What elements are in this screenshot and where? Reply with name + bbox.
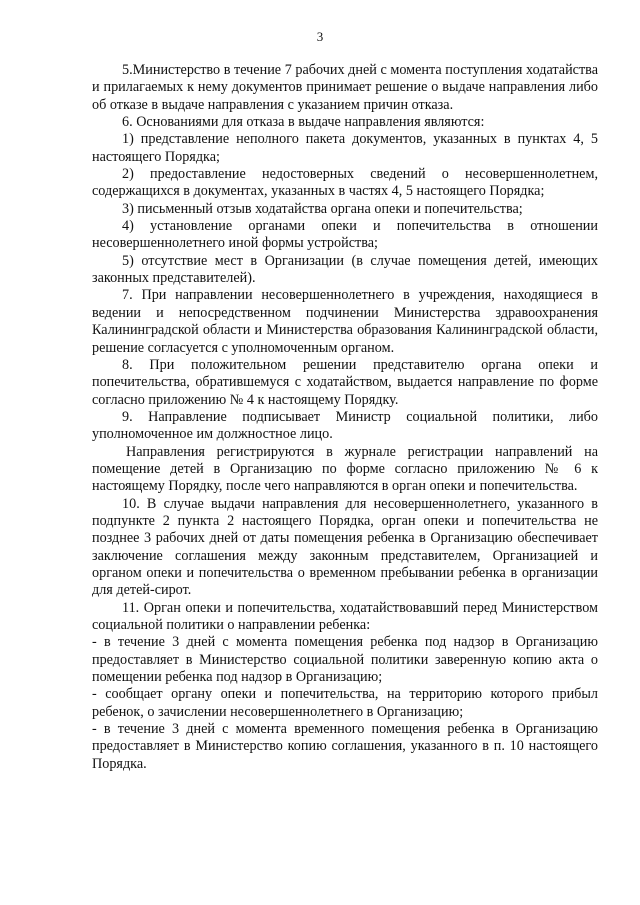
paragraph-9-registration: Направления регистрируются в журнале регистрации направлений на помещение детей в Организацию по форме согласно приложению № 6 к настоящему Порядку, после чего направляются в орган опеки и попечительства.	[92, 443, 598, 495]
paragraph-11-item-3: - в течение 3 дней с момента временного помещения ребенка в Организацию предоставляет в Министерство копию соглашения, указанного в п. 10 настоящего Порядка.	[92, 721, 598, 772]
paragraph-6-item-5: 5) отсутствие мест в Организации (в случае помещения детей, имеющих законных представителей).	[92, 252, 598, 287]
paragraph-6-item-2: 2) предоставление недостоверных сведений о несовершеннолетнем, содержащихся в документах, указанных в частях 4, 5 настоящего Порядка;	[92, 166, 598, 200]
paragraph-9: 9. Направление подписывает Министр социальной политики, либо уполномоченное им должностное лицо.	[92, 408, 598, 443]
document-body	[92, 62, 598, 773]
paragraph-10: 10. В случае выдачи направления для несовершеннолетнего, указанного в подпункте 2 пункта 2 настоящего Порядка, орган опеки и попечительства не позднее 3 рабочих дней от даты помещения ребенка в Организацию обеспечивает заключение соглашения между законным представителем, Организацией и органом опеки и попечительства о временном пребывании ребенка в организации для детей-сирот.	[92, 495, 598, 599]
paragraph-11-item-1: - в течение 3 дней с момента помещения ребенка под надзор в Организацию предоставляет в Министерство социальной политики заверенную копию акта о помещении ребенка под надзор в Организацию;	[92, 634, 598, 686]
paragraph-7: 7. При направлении несовершеннолетнего в учреждения, находящиеся в ведении и непосредственном подчинении Министерства здравоохранения Калининградской области и Министерства образования Калининградской области, решение согласуется с уполномоченным органом.	[92, 287, 598, 356]
page-number: 3	[316, 29, 324, 44]
paragraph-6-item-4: 4) установление органами опеки и попечительства в отношении несовершеннолетнего иной формы устройства;	[92, 218, 598, 252]
paragraph-11: 11. Орган опеки и попечительства, ходатайствовавший перед Министерством социальной политики о направлении ребенка:	[92, 599, 598, 633]
paragraph-8: 8. При положительном решении представителю органа опеки и попечительства, обратившемуся с ходатайством, выдается направление по форме согласно приложению № 4 к настоящему Порядку.	[92, 356, 598, 408]
paragraph-6: 6. Основаниями для отказа в выдаче направления являются:	[122, 114, 485, 131]
paragraph-6-item-3: 3) письменный отзыв ходатайства органа опеки и попечительства;	[122, 200, 523, 217]
paragraph-11-item-2: - сообщает органу опеки и попечительства, на территорию которого прибыл ребенок, о зачислении несовершеннолетнего в Организацию;	[92, 686, 598, 720]
paragraph-6-item-1: 1) представление неполного пакета документов, указанных в пунктах 4, 5 настоящего Порядка;	[92, 131, 598, 165]
paragraph-5: 5.Министерство в течение 7 рабочих дней с момента поступления ходатайства и прилагаемых к нему документов принимает решение о выдаче направления либо об отказе в выдаче направления с указанием причин отказа.	[92, 62, 598, 113]
